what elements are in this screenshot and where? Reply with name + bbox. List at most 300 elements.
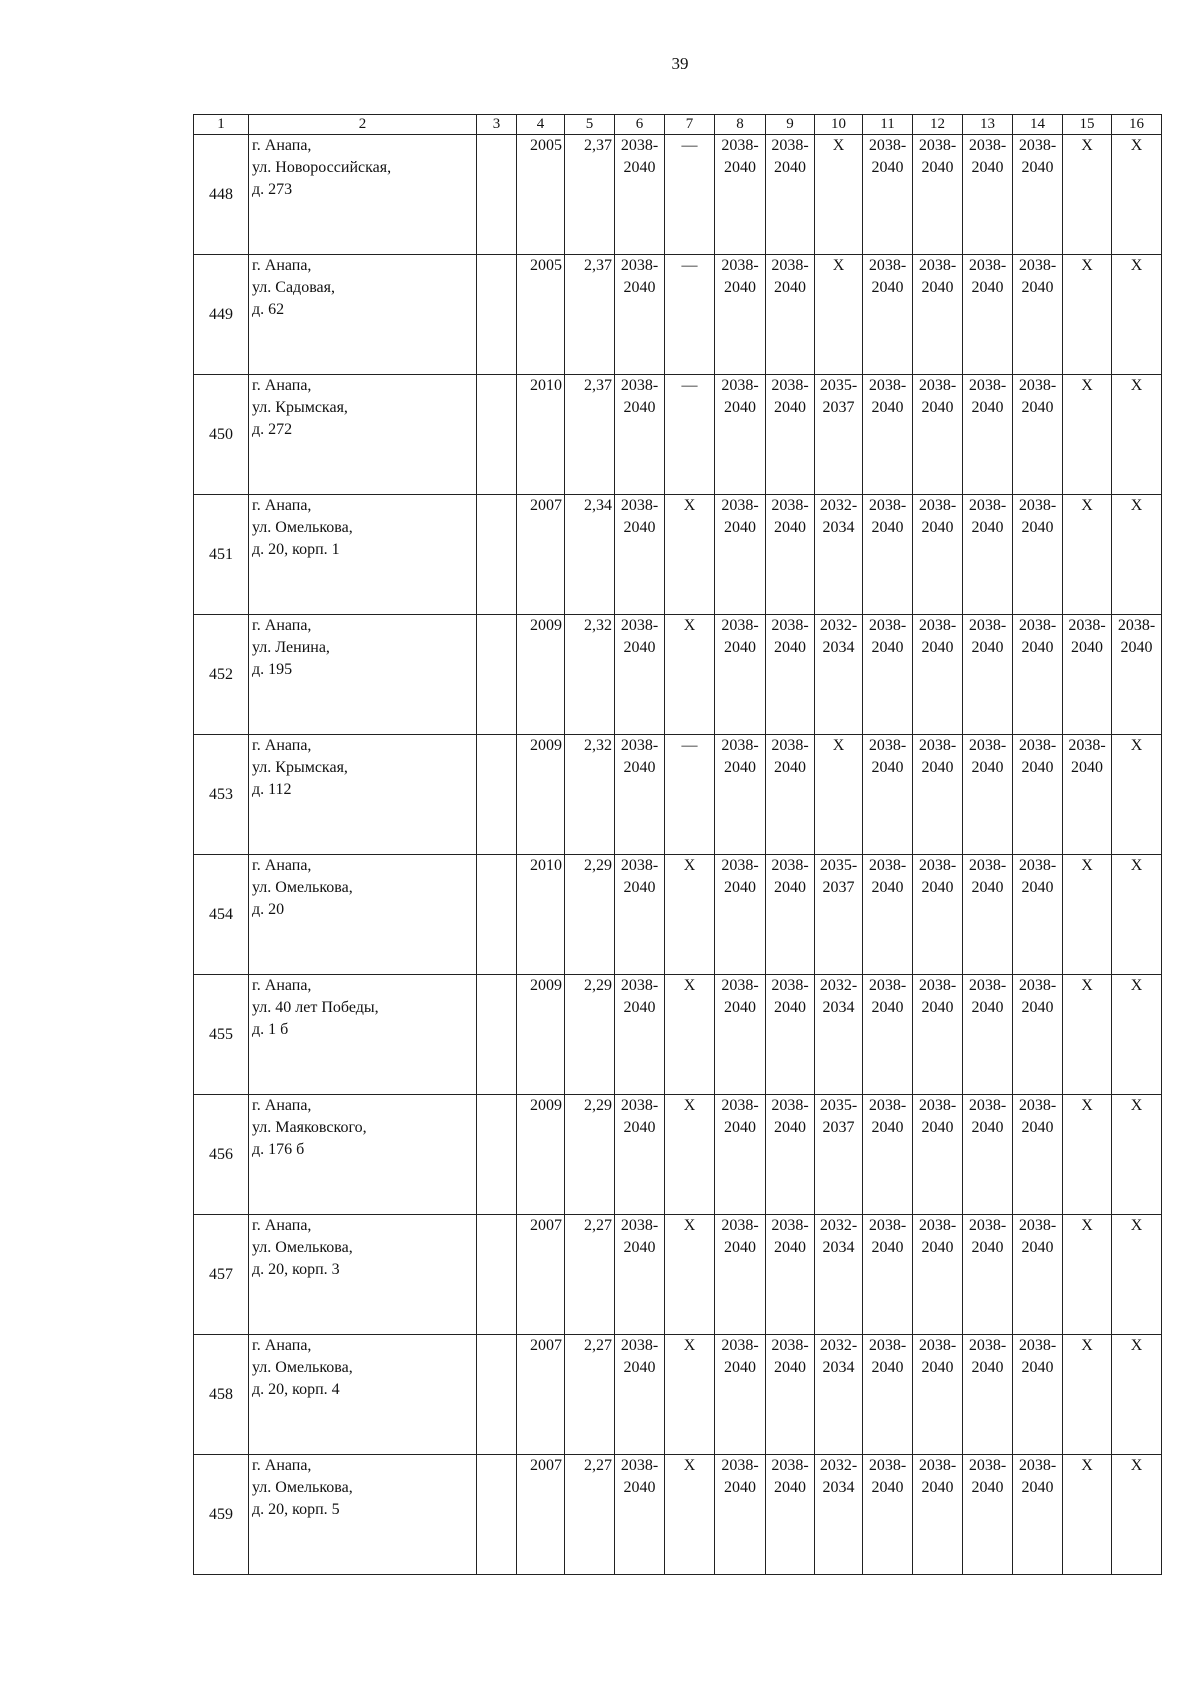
cell-col-3 (477, 975, 517, 1095)
cell-line: 2040 (724, 399, 756, 416)
cell-line: 2038- (918, 1337, 957, 1354)
cell-col-10 (815, 615, 863, 735)
address-line: г. Анапа, (252, 1097, 312, 1114)
cell-col-7: — (665, 255, 715, 375)
cell-line: 2038- (918, 977, 957, 994)
cell-line: 2040 (623, 159, 656, 176)
address-line: г. Анапа, (252, 1457, 312, 1474)
cell-line: 2040 (623, 1239, 656, 1256)
cell-col-7: Х (665, 1215, 715, 1335)
cell-line: 2040 (921, 1239, 954, 1256)
cell-col-8 (715, 495, 766, 615)
cell-col-16 (1112, 495, 1162, 615)
cell-line: 2040 (623, 1479, 656, 1496)
address-cell (249, 1335, 477, 1455)
cell-line: 2038- (721, 1097, 759, 1114)
cell-col-12 (913, 495, 963, 615)
table-body (194, 135, 1162, 1575)
cell-line: 2040 (724, 759, 756, 776)
table-row (194, 495, 1162, 615)
cell-col-7: Х (665, 615, 715, 735)
address-line: д. 20, корп. 4 (252, 1381, 340, 1398)
cell-col-13 (963, 1215, 1013, 1335)
cell-line: 2038- (968, 1217, 1007, 1234)
cell-col-7: Х (665, 855, 715, 975)
cell-line: 2038- (1018, 137, 1057, 154)
cell-col-13 (963, 1455, 1013, 1575)
cell-col-9 (766, 855, 815, 975)
cell-line: 2040 (921, 1119, 954, 1136)
cell-col-5: 2,27 (565, 1335, 615, 1455)
cell-line: Х (1130, 977, 1143, 994)
cell-col-4: 2010 (517, 375, 565, 495)
cell-col-8 (715, 1095, 766, 1215)
address-line: ул. Омелькова, (252, 1239, 353, 1256)
address-line: д. 112 (252, 781, 292, 798)
cell-line: 2038- (968, 497, 1007, 514)
cell-line: 2040 (1021, 399, 1054, 416)
cell-line: 2040 (1021, 759, 1054, 776)
cell-line: 2038- (968, 1457, 1007, 1474)
cell-col-6 (615, 495, 665, 615)
cell-col-10 (815, 255, 863, 375)
cell-col-13 (963, 135, 1013, 255)
cell-line: 2040 (724, 999, 756, 1016)
cell-line: 2034 (822, 999, 855, 1016)
cell-line: 2040 (921, 519, 954, 536)
cell-line: 2038- (968, 257, 1007, 274)
cell-line: 2040 (871, 1119, 904, 1136)
cell-col-4: 2005 (517, 255, 565, 375)
cell-line: Х (832, 257, 845, 274)
cell-col-6 (615, 375, 665, 495)
cell-col-4: 2009 (517, 735, 565, 855)
address-cell (249, 255, 477, 375)
table-row (194, 735, 1162, 855)
cell-line: 2040 (871, 399, 904, 416)
cell-line: 2040 (921, 159, 954, 176)
cell-line: Х (1130, 1097, 1143, 1114)
cell-line: 2040 (921, 399, 954, 416)
cell-col-11 (863, 1455, 913, 1575)
cell-col-4: 2009 (517, 615, 565, 735)
column-header-5: 5 (565, 115, 615, 135)
cell-col-10 (815, 855, 863, 975)
cell-line: 2038- (968, 377, 1007, 394)
cell-col-9 (766, 735, 815, 855)
cell-line: 2040 (971, 1119, 1004, 1136)
cell-col-11 (863, 1095, 913, 1215)
cell-col-9 (766, 1215, 815, 1335)
cell-line: 2040 (971, 639, 1004, 656)
cell-col-7: Х (665, 975, 715, 1095)
cell-line: 2040 (623, 879, 656, 896)
cell-col-12 (913, 1095, 963, 1215)
cell-line: 2032- (819, 497, 858, 514)
cell-col-9 (766, 495, 815, 615)
cell-line: 2040 (724, 519, 756, 536)
address-line: ул. Новороссийская, (252, 159, 392, 176)
column-header-16: 16 (1112, 115, 1162, 135)
cell-line: 2040 (971, 879, 1004, 896)
cell-line: 2038- (1068, 737, 1106, 754)
cell-col-5: 2,29 (565, 1095, 615, 1215)
cell-col-11 (863, 1335, 913, 1455)
cell-col-12 (913, 135, 963, 255)
cell-line: 2038- (1018, 737, 1057, 754)
cell-line: 2038- (918, 497, 957, 514)
cell-line: 2040 (774, 759, 806, 776)
cell-line: 2040 (921, 1479, 954, 1496)
cell-line: 2038- (868, 977, 907, 994)
address-line: ул. Садовая, (252, 279, 335, 296)
address-cell (249, 615, 477, 735)
column-header-9: 9 (766, 115, 815, 135)
cell-line: 2038- (1018, 1097, 1057, 1114)
cell-line: 2038- (918, 617, 957, 634)
cell-line: 2040 (921, 1359, 954, 1376)
cell-col-9 (766, 1095, 815, 1215)
address-line: д. 176 б (252, 1141, 305, 1158)
cell-col-14 (1013, 375, 1063, 495)
cell-col-16 (1112, 1215, 1162, 1335)
cell-line: 2040 (971, 1479, 1004, 1496)
cell-line: 2038- (918, 137, 957, 154)
cell-line: 2038- (721, 257, 759, 274)
address-line: д. 273 (252, 181, 293, 198)
address-cell (249, 1095, 477, 1215)
cell-col-15 (1063, 975, 1112, 1095)
cell-col-6 (615, 135, 665, 255)
cell-col-14 (1013, 135, 1063, 255)
cell-col-5: 2,29 (565, 855, 615, 975)
column-header-2: 2 (249, 115, 477, 135)
cell-col-9 (766, 615, 815, 735)
cell-col-15 (1063, 1335, 1112, 1455)
cell-line: 2038- (868, 1097, 907, 1114)
cell-line: 2038- (771, 377, 809, 394)
cell-line: Х (1081, 1217, 1093, 1234)
cell-line: Х (1081, 977, 1093, 994)
cell-col-5: 2,34 (565, 495, 615, 615)
cell-line: 2038- (1068, 617, 1106, 634)
cell-line: 2040 (724, 639, 756, 656)
cell-line: 2038- (1018, 1217, 1057, 1234)
address-line: ул. Омелькова, (252, 519, 353, 536)
cell-col-3 (477, 1335, 517, 1455)
cell-line: 2038- (1018, 1457, 1057, 1474)
cell-col-10 (815, 1095, 863, 1215)
table-row (194, 255, 1162, 375)
cell-line: 2038- (620, 977, 659, 994)
cell-line: 2038- (1018, 377, 1057, 394)
cell-col-13 (963, 615, 1013, 735)
cell-line: 2040 (774, 1359, 806, 1376)
cell-col-9 (766, 1455, 815, 1575)
cell-line: 2038- (771, 1457, 809, 1474)
address-line: г. Анапа, (252, 1217, 312, 1234)
cell-col-16 (1112, 1095, 1162, 1215)
cell-line: Х (1130, 1217, 1143, 1234)
cell-line: 2040 (623, 279, 656, 296)
row-number: 454 (194, 855, 249, 975)
cell-line: 2040 (623, 639, 656, 656)
cell-line: 2040 (871, 159, 904, 176)
cell-col-8 (715, 735, 766, 855)
cell-col-5: 2,32 (565, 735, 615, 855)
cell-line: 2040 (1021, 279, 1054, 296)
cell-col-13 (963, 495, 1013, 615)
cell-line: 2032- (819, 1337, 858, 1354)
cell-line: 2037 (822, 399, 855, 416)
cell-col-11 (863, 375, 913, 495)
cell-line: Х (1130, 257, 1143, 274)
cell-line: 2040 (921, 639, 954, 656)
row-number: 449 (194, 255, 249, 375)
cell-line: 2040 (1120, 639, 1153, 656)
cell-line: 2040 (971, 999, 1004, 1016)
cell-line: Х (1130, 377, 1143, 394)
cell-line: 2038- (1018, 1337, 1057, 1354)
column-header-10: 10 (815, 115, 863, 135)
cell-col-11 (863, 495, 913, 615)
cell-line: 2038- (721, 737, 759, 754)
table-row (194, 1455, 1162, 1575)
cell-line: 2034 (822, 1239, 855, 1256)
cell-line: 2040 (871, 519, 904, 536)
cell-col-8 (715, 135, 766, 255)
cell-line: 2038- (721, 137, 759, 154)
cell-line: 2038- (968, 1337, 1007, 1354)
cell-line: 2038- (968, 1097, 1007, 1114)
cell-col-15 (1063, 615, 1112, 735)
cell-line: 2032- (819, 977, 858, 994)
cell-col-11 (863, 855, 913, 975)
address-cell (249, 975, 477, 1095)
cell-line: 2038- (1018, 497, 1057, 514)
cell-line: 2040 (871, 1359, 904, 1376)
cell-line: 2035- (819, 857, 858, 874)
cell-col-14 (1013, 1335, 1063, 1455)
cell-col-8 (715, 1455, 766, 1575)
cell-line: 2038- (771, 257, 809, 274)
row-number: 455 (194, 975, 249, 1095)
cell-col-8 (715, 1215, 766, 1335)
cell-line: 2038- (771, 1337, 809, 1354)
cell-col-4: 2009 (517, 1095, 565, 1215)
address-line: г. Анапа, (252, 137, 312, 154)
cell-col-4: 2010 (517, 855, 565, 975)
cell-col-5: 2,37 (565, 135, 615, 255)
cell-col-11 (863, 255, 913, 375)
cell-col-7: Х (665, 1095, 715, 1215)
cell-line: 2040 (1021, 1239, 1054, 1256)
cell-col-14 (1013, 855, 1063, 975)
cell-line: 2040 (623, 999, 656, 1016)
cell-line: 2038- (771, 617, 809, 634)
cell-col-13 (963, 855, 1013, 975)
cell-col-13 (963, 375, 1013, 495)
cell-line: Х (1130, 857, 1143, 874)
cell-col-3 (477, 735, 517, 855)
column-header-15: 15 (1063, 115, 1112, 135)
address-line: ул. Ленина, (252, 639, 330, 656)
cell-col-15 (1063, 1215, 1112, 1335)
cell-col-8 (715, 375, 766, 495)
cell-line: 2040 (871, 639, 904, 656)
cell-line: 2038- (1018, 617, 1057, 634)
row-number: 450 (194, 375, 249, 495)
cell-line: 2038- (620, 257, 659, 274)
cell-col-9 (766, 255, 815, 375)
cell-line: 2040 (871, 1239, 904, 1256)
cell-col-12 (913, 1215, 963, 1335)
table-row (194, 1095, 1162, 1215)
cell-col-11 (863, 135, 913, 255)
cell-line: 2038- (918, 857, 957, 874)
cell-col-10 (815, 735, 863, 855)
cell-line: 2037 (822, 1119, 855, 1136)
cell-line: 2040 (871, 1479, 904, 1496)
cell-line: 2040 (921, 279, 954, 296)
cell-line: 2038- (1018, 977, 1057, 994)
table-row (194, 135, 1162, 255)
address-line: д. 20, корп. 5 (252, 1501, 340, 1518)
cell-line: 2038- (721, 977, 759, 994)
cell-col-7: — (665, 735, 715, 855)
cell-line: 2040 (623, 1359, 656, 1376)
column-header-7: 7 (665, 115, 715, 135)
cell-line: 2038- (620, 1097, 659, 1114)
cell-line: 2038- (918, 1457, 957, 1474)
cell-line: Х (832, 737, 845, 754)
cell-col-12 (913, 735, 963, 855)
cell-line: 2040 (971, 399, 1004, 416)
table-row (194, 375, 1162, 495)
table-row (194, 1215, 1162, 1335)
cell-col-13 (963, 255, 1013, 375)
cell-line: 2038- (620, 617, 659, 634)
cell-line: Х (1081, 497, 1093, 514)
cell-line: 2038- (620, 377, 659, 394)
cell-line: 2038- (868, 737, 907, 754)
cell-line: 2038- (968, 137, 1007, 154)
cell-col-8 (715, 975, 766, 1095)
row-number: 451 (194, 495, 249, 615)
cell-col-5: 2,29 (565, 975, 615, 1095)
cell-line: 2040 (1071, 639, 1103, 656)
cell-col-11 (863, 615, 913, 735)
cell-line: 2040 (971, 279, 1004, 296)
cell-line: 2038- (721, 497, 759, 514)
cell-col-14 (1013, 1215, 1063, 1335)
cell-line: 2038- (771, 1097, 809, 1114)
cell-col-6 (615, 255, 665, 375)
cell-col-12 (913, 375, 963, 495)
cell-col-5: 2,37 (565, 255, 615, 375)
cell-line: 2038- (620, 497, 659, 514)
cell-col-3 (477, 1215, 517, 1335)
cell-col-6 (615, 1455, 665, 1575)
cell-line: 2040 (774, 399, 806, 416)
cell-col-13 (963, 1335, 1013, 1455)
cell-line: 2040 (724, 1119, 756, 1136)
cell-col-7: — (665, 135, 715, 255)
cell-line: 2032- (819, 617, 858, 634)
cell-line: 2040 (871, 279, 904, 296)
cell-line: 2040 (774, 879, 806, 896)
cell-col-3 (477, 1095, 517, 1215)
cell-line: 2038- (918, 257, 957, 274)
address-cell (249, 495, 477, 615)
cell-line: 2040 (1021, 879, 1054, 896)
cell-line: 2038- (968, 977, 1007, 994)
address-line: д. 1 б (252, 1021, 289, 1038)
row-number: 457 (194, 1215, 249, 1335)
cell-col-15 (1063, 495, 1112, 615)
address-cell (249, 375, 477, 495)
cell-line: Х (1130, 497, 1143, 514)
cell-col-12 (913, 255, 963, 375)
address-cell (249, 135, 477, 255)
cell-col-13 (963, 975, 1013, 1095)
cell-line: 2040 (1021, 1119, 1054, 1136)
cell-line: Х (1081, 257, 1093, 274)
cell-col-11 (863, 1215, 913, 1335)
cell-col-7: Х (665, 1455, 715, 1575)
cell-line: 2040 (1021, 519, 1054, 536)
address-cell (249, 1455, 477, 1575)
cell-col-3 (477, 855, 517, 975)
cell-line: 2038- (721, 857, 759, 874)
cell-col-10 (815, 1215, 863, 1335)
cell-line: 2038- (620, 1457, 659, 1474)
cell-line: 2040 (971, 759, 1004, 776)
cell-col-14 (1013, 1455, 1063, 1575)
cell-col-9 (766, 135, 815, 255)
cell-col-10 (815, 375, 863, 495)
cell-col-15 (1063, 735, 1112, 855)
cell-col-14 (1013, 615, 1063, 735)
cell-col-12 (913, 975, 963, 1095)
cell-col-8 (715, 615, 766, 735)
cell-line: Х (1081, 377, 1093, 394)
page-number: 39 (671, 54, 689, 73)
address-cell (249, 855, 477, 975)
cell-col-14 (1013, 975, 1063, 1095)
cell-line: 2040 (774, 1239, 806, 1256)
cell-line: 2040 (921, 999, 954, 1016)
cell-line: 2034 (822, 639, 855, 656)
cell-line: 2040 (1021, 159, 1054, 176)
address-cell (249, 735, 477, 855)
cell-col-4: 2007 (517, 495, 565, 615)
cell-line: 2038- (1018, 257, 1057, 274)
cell-col-11 (863, 975, 913, 1095)
address-line: д. 20, корп. 1 (252, 541, 340, 558)
cell-line: 2040 (724, 279, 756, 296)
cell-col-13 (963, 1095, 1013, 1215)
cell-col-3 (477, 135, 517, 255)
cell-line: 2040 (1021, 1479, 1054, 1496)
cell-col-3 (477, 375, 517, 495)
cell-line: 2038- (1117, 617, 1156, 634)
cell-col-7: Х (665, 1335, 715, 1455)
cell-line: 2038- (918, 377, 957, 394)
cell-col-10 (815, 1335, 863, 1455)
cell-line: 2038- (918, 737, 957, 754)
cell-line: 2040 (774, 999, 806, 1016)
